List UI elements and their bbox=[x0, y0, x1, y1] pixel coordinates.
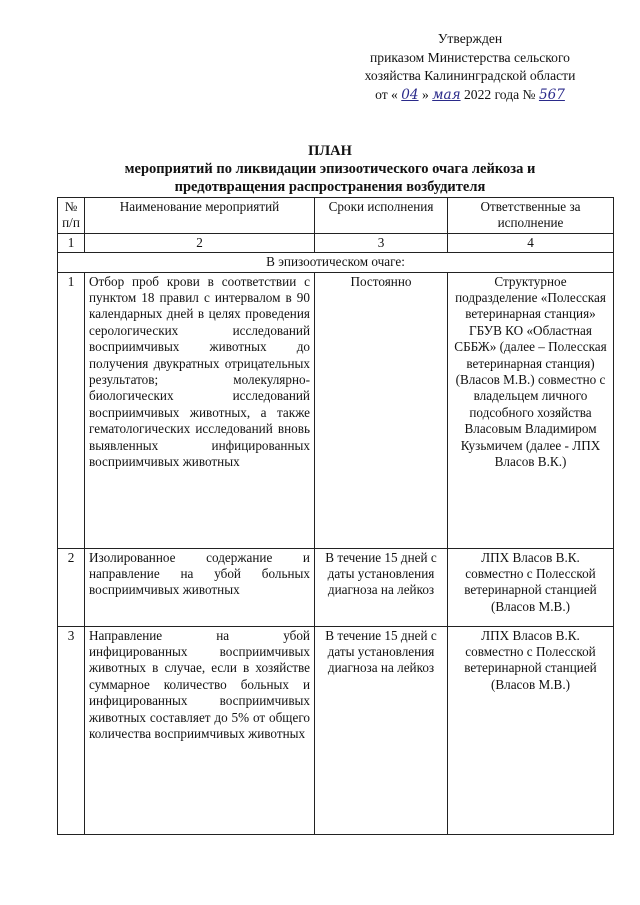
header-responsible: Ответственные за исполнение bbox=[448, 198, 614, 234]
colnum-1: 1 bbox=[58, 233, 85, 252]
header-num: № п/п bbox=[58, 198, 85, 234]
column-numbers-row bbox=[58, 233, 614, 252]
row-num: 2 bbox=[58, 548, 85, 626]
table-row bbox=[58, 272, 614, 548]
row-num: 3 bbox=[58, 626, 85, 834]
approval-stamp bbox=[340, 30, 600, 104]
plan-table bbox=[57, 197, 614, 835]
approval-line2: приказом Министерства сельского bbox=[370, 49, 570, 65]
handwritten-month: мая bbox=[432, 86, 461, 103]
approval-line1: Утвержден bbox=[437, 31, 503, 46]
date-year: 2022 года № bbox=[463, 86, 536, 102]
handwritten-number: 567 bbox=[538, 86, 565, 103]
table-row bbox=[58, 548, 614, 626]
row-action: Направление на убой инфицированных восприимчивых животных в случае, если в хозяйстве суммарное количество больных и инфицированных восприимчивых животных составляет до 5% от общего количества восприимчивых животных bbox=[85, 626, 315, 834]
colnum-3: 3 bbox=[315, 233, 448, 252]
title-line2: мероприятий по ликвидации эпизоотического очага лейкоза и bbox=[124, 161, 536, 177]
table-row bbox=[58, 626, 614, 834]
header-row bbox=[58, 198, 614, 234]
row-responsible: ЛПХ Власов В.К. совместно с Полесской ветеринарной станцией (Власов М.В.) bbox=[448, 548, 614, 626]
title-line3: предотвращения распространения возбудителя bbox=[174, 179, 486, 195]
row-deadline: В течение 15 дней с даты установления диагноза на лейкоз bbox=[315, 626, 448, 834]
row-responsible: ЛПХ Власов В.К. совместно с Полесской ветеринарной станцией (Власов М.В.) bbox=[448, 626, 614, 834]
date-prefix: от « bbox=[375, 86, 398, 102]
header-deadline: Сроки исполнения bbox=[315, 198, 448, 234]
header-action: Наименование мероприятий bbox=[85, 198, 315, 234]
title-heading: ПЛАН bbox=[308, 143, 352, 159]
section-row bbox=[58, 253, 614, 272]
row-action: Изолированное содержание и направление на убой больных восприимчивых животных bbox=[85, 548, 315, 626]
row-action: Отбор проб крови в соответствии с пунктом 18 правил с интервалом в 90 календарных дней в целях проведения серологических исследований восприимчивых животных до получения двукратных отрицательных результатов; молекулярно-биологических исследований восприимчивых животных, а также гематологических исследований вновь выявленных инфицированных восприимчивых животных bbox=[85, 272, 315, 548]
date-mid: » bbox=[421, 86, 429, 102]
document-title bbox=[90, 142, 570, 196]
row-num: 1 bbox=[58, 272, 85, 548]
row-deadline: Постоянно bbox=[315, 272, 448, 548]
row-responsible: Структурное подразделение «Полесская ветеринарная станция» ГБУВ КО «Областная СББЖ» (далее – Полесская ветеринарная станция) (Власов М.В.) совместно с владельцем личного подсобного хозяйства Власовым Владимиром Кузьмичем (далее - ЛПХ Власов В.К.) bbox=[448, 272, 614, 548]
row-deadline: В течение 15 дней с даты установления диагноза на лейкоз bbox=[315, 548, 448, 626]
approval-date-line bbox=[340, 86, 600, 105]
handwritten-day: 04 bbox=[401, 86, 419, 103]
section-label: В эпизоотическом очаге: bbox=[58, 253, 614, 272]
colnum-4: 4 bbox=[448, 233, 614, 252]
colnum-2: 2 bbox=[85, 233, 315, 252]
approval-line3: хозяйства Калининградской области bbox=[364, 68, 576, 83]
